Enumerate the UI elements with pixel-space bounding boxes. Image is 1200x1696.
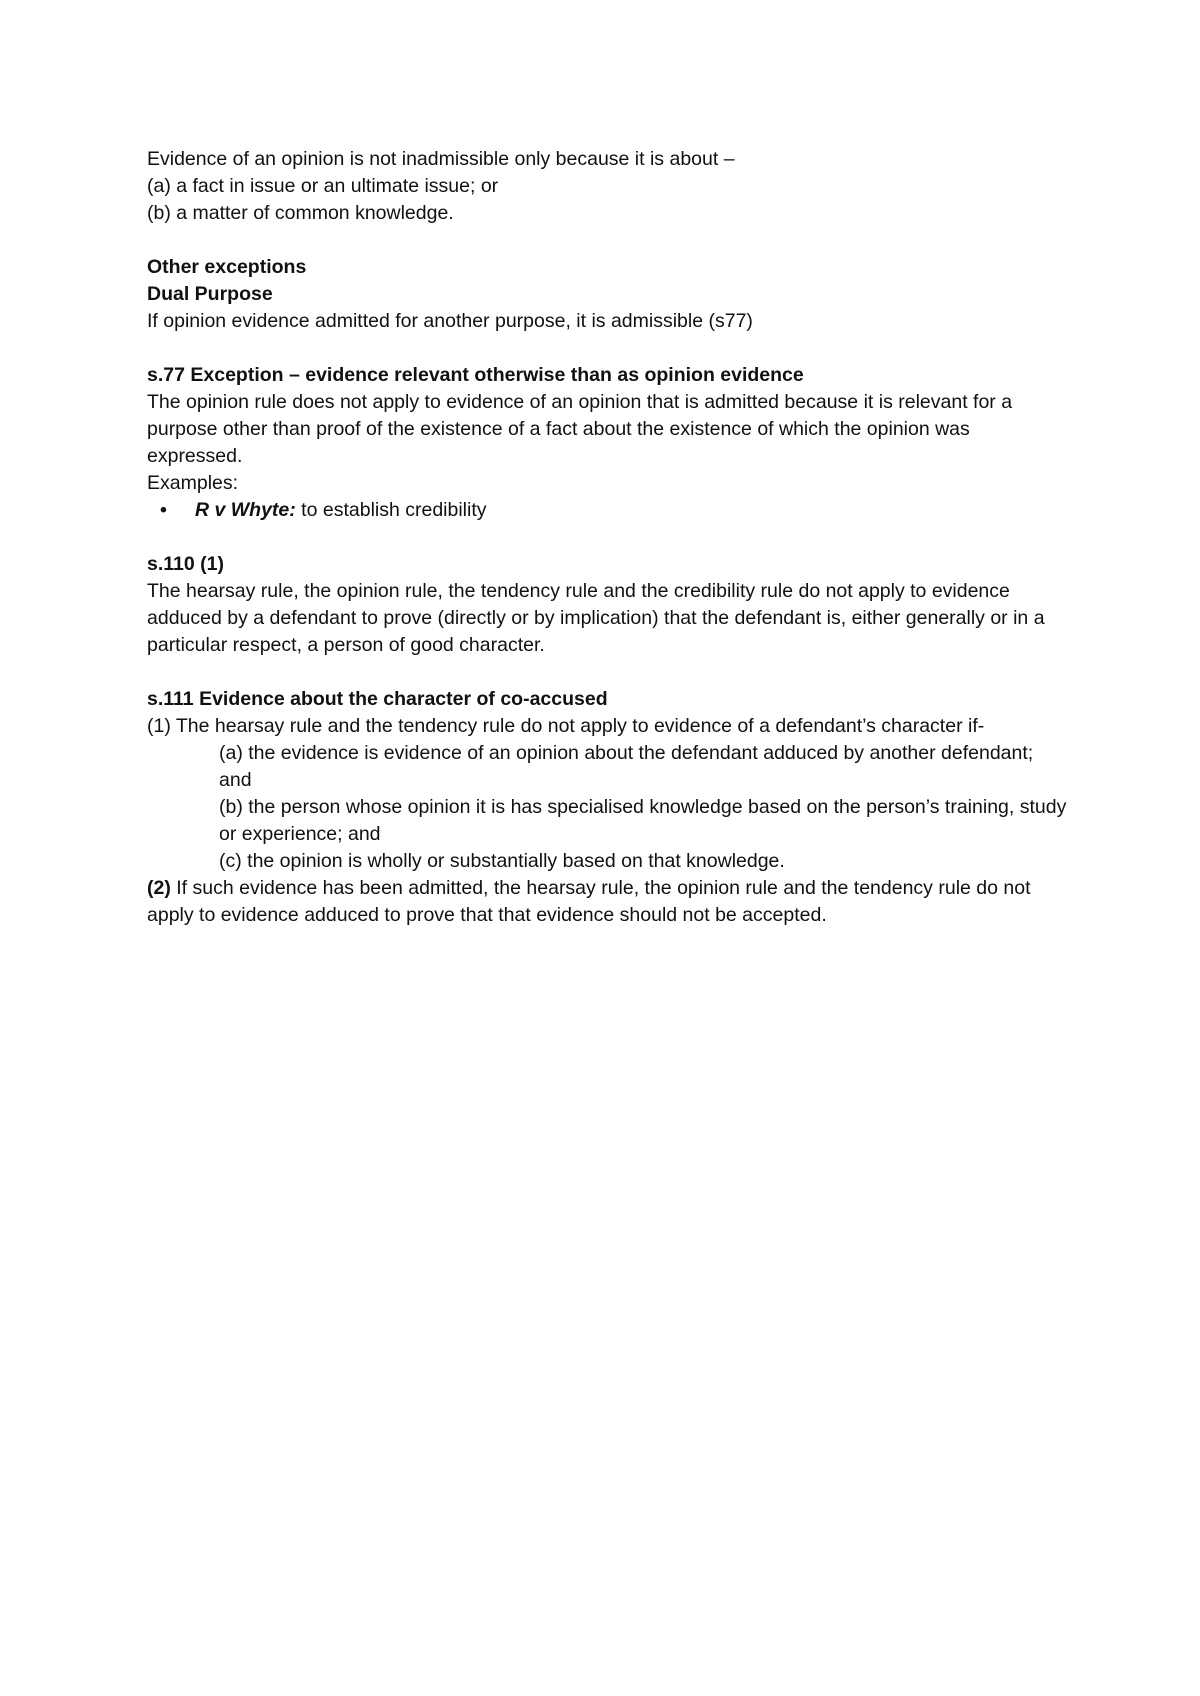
s111-sub1: (1) The hearsay rule and the tendency rule do not apply to evidence of a defendant’s character if- [147,715,985,737]
s111-sub2-text: If such evidence has been admitted, the hearsay rule, the opinion rule and the tendency rule do not apply to evidence adduced to prove that that evidence should not be accepted. [147,877,1031,926]
s111-item-a: (a) the evidence is evidence of an opinion about the defendant adduced by another defendant; and [219,742,1034,791]
spacer [147,335,1067,362]
dual-purpose-text: If opinion evidence admitted for another purpose, it is admissible (s77) [147,310,753,332]
intro-item-b: (b) a matter of common knowledge. [147,202,454,224]
s77-text: The opinion rule does not apply to evidence of an opinion that is admitted because it is relevant for a purpose other than proof of the existence of a fact about the existence of which the opinion was expressed. [147,391,1013,467]
list-item [147,497,1067,524]
dual-purpose-heading: Dual Purpose [147,283,273,305]
other-exceptions-heading: Other exceptions [147,256,307,278]
spacer [147,659,1067,686]
s111-item-b: (b) the person whose opinion it is has specialised knowledge based on the person’s training, study or experience; and [219,796,1067,845]
s77-heading: s.77 Exception – evidence relevant otherwise than as opinion evidence [147,364,804,386]
s110-text: The hearsay rule, the opinion rule, the tendency rule and the credibility rule do not apply to evidence adduced by a defendant to prove (directly or by implication) that the defendant is, either generally or in a particular respect, a person of good character. [147,580,1045,656]
examples-label: Examples: [147,472,239,494]
s110-heading: s.110 (1) [147,553,224,575]
s111-sub2 [147,875,1067,929]
bullet-icon: • [160,499,167,521]
spacer [147,227,1067,254]
s111-sub2-label: (2) [147,877,171,899]
document-body [147,146,1067,929]
s111-heading: s.111 Evidence about the character of co-accused [147,688,608,710]
case-name: R v Whyte: [195,499,296,521]
spacer [147,524,1067,551]
example-text: to establish credibility [295,499,487,521]
s111-item-c: (c) the opinion is wholly or substantially based on that knowledge. [219,850,785,872]
intro-item-a: (a) a fact in issue or an ultimate issue; or [147,175,499,197]
intro-line: Evidence of an opinion is not inadmissible only because it is about – [147,148,735,170]
examples-list [147,497,1067,524]
